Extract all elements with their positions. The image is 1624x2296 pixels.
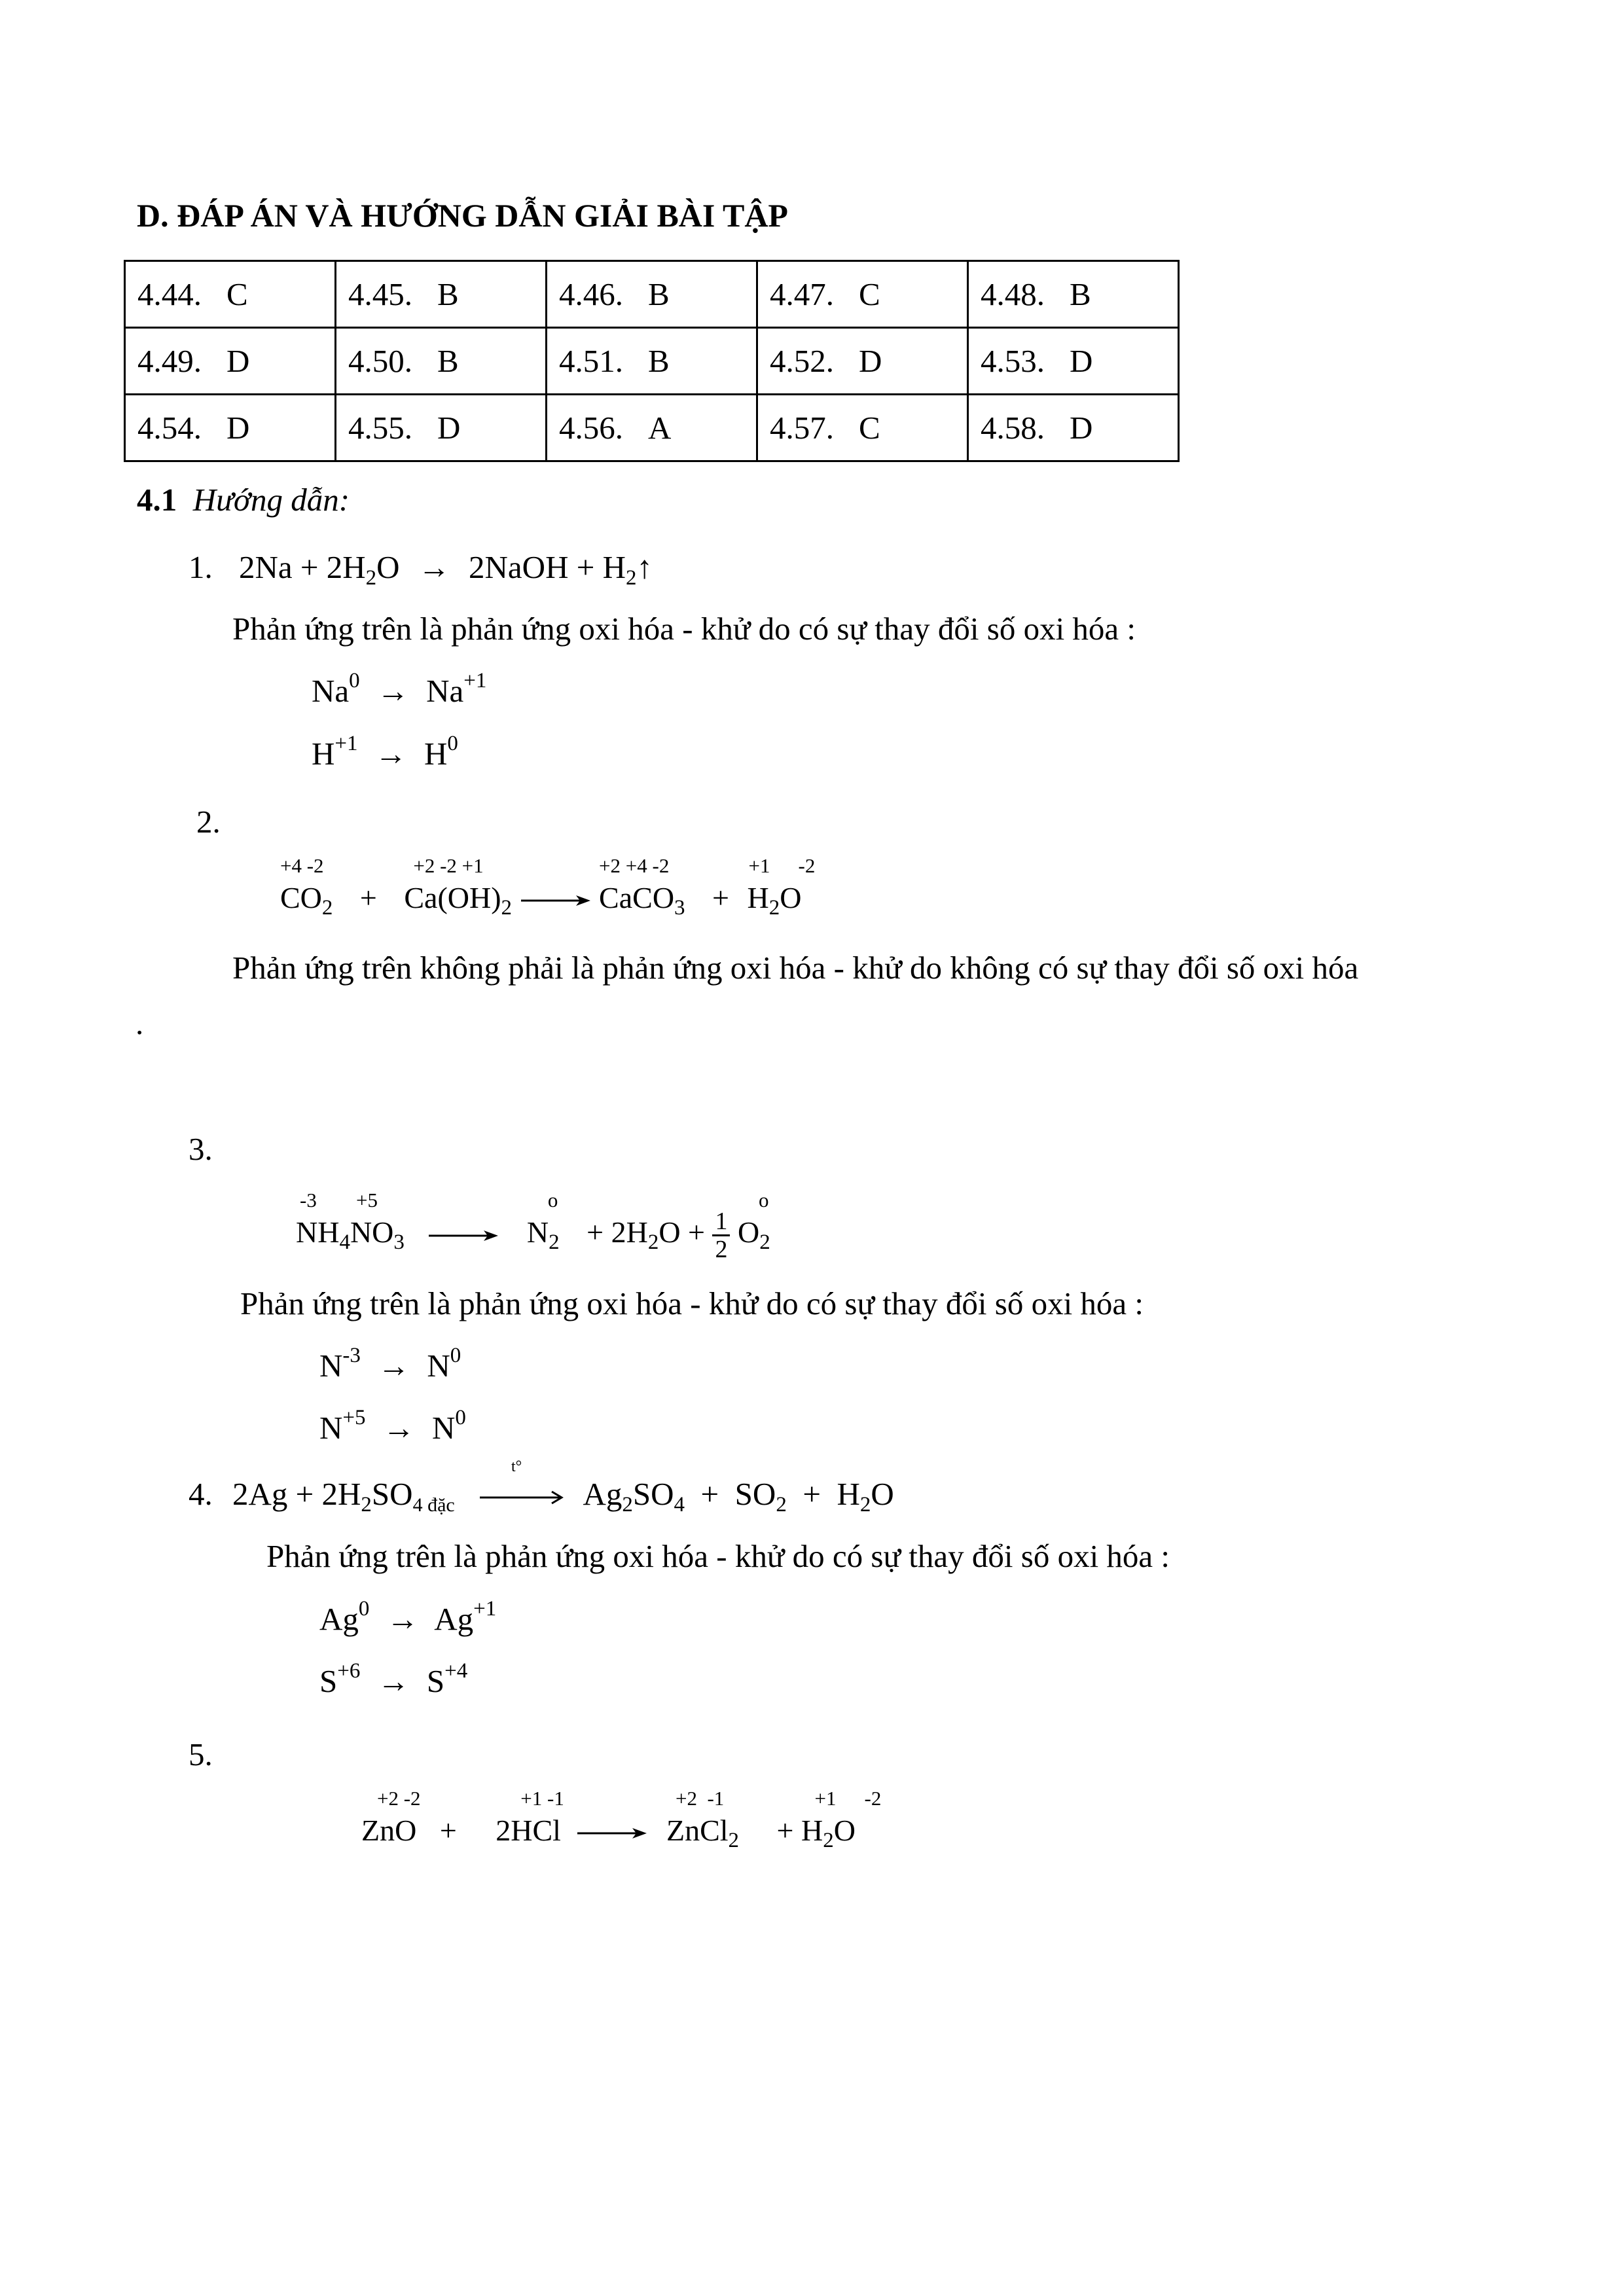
answer-cell	[125, 261, 336, 328]
eq-part: O	[871, 1476, 894, 1512]
formula: 2HCl	[496, 1814, 561, 1847]
answer-letter: D	[1070, 410, 1093, 446]
formula: CaCO	[599, 881, 675, 914]
item-3-text: Phản ứng trên là phản ứng oxi hóa - khử do có sự thay đổi số oxi hóa :	[240, 1285, 1144, 1321]
ox-state: +1	[473, 1597, 497, 1621]
ox-label: o	[547, 1189, 558, 1212]
eq-part: O +	[659, 1215, 705, 1249]
ox-state: +4	[444, 1659, 468, 1683]
answer-cell	[757, 395, 968, 461]
reactant-hcl	[496, 1787, 564, 1848]
reactant-zno	[361, 1787, 421, 1848]
eq-sub: 2	[859, 1493, 871, 1516]
ox-state: 0	[450, 1344, 461, 1367]
answer-letter: C	[859, 410, 880, 446]
item-2-dot: .	[135, 1005, 144, 1041]
condition-label: t°	[511, 1458, 522, 1475]
question-number: 4.53.	[981, 343, 1045, 379]
eq-part: O	[376, 549, 400, 585]
formula: NH	[296, 1215, 340, 1249]
eq-sub: 2	[823, 1829, 834, 1852]
eq-part: Ag	[583, 1476, 623, 1512]
ox-state: 0	[447, 732, 458, 755]
formula: O	[780, 881, 802, 914]
item-1-number: 1.	[189, 549, 213, 585]
product-o2	[737, 1189, 770, 1255]
eq-sub: 2	[321, 896, 333, 920]
formula: CO	[280, 881, 322, 914]
answer-cell	[336, 328, 547, 395]
eq-sub: 2	[647, 1230, 659, 1255]
answer-cell	[968, 328, 1179, 395]
species: N	[319, 1410, 343, 1446]
eq-part: + 2H	[586, 1215, 648, 1249]
ox-label: +1	[748, 854, 770, 877]
eq-sub: 4	[339, 1230, 350, 1255]
question-number: 4.51.	[559, 343, 623, 379]
species: Ag	[434, 1601, 474, 1637]
ox-label: -2	[798, 854, 816, 877]
formula: O	[833, 1814, 856, 1847]
answer-cell	[125, 328, 336, 395]
formula: ZnO	[361, 1814, 417, 1847]
item-4-text: Phản ứng trên là phản ứng oxi hóa - khử do có sự thay đổi số oxi hóa :	[266, 1538, 1170, 1574]
ox-label: +2 -2 +1	[413, 854, 484, 877]
eq-sub: 2	[768, 896, 780, 920]
question-number: 4.57.	[770, 410, 834, 446]
eq-sub: 2	[625, 566, 637, 590]
answer-cell	[336, 395, 547, 461]
eq-sub: 2	[501, 896, 513, 920]
eq-part: + H	[786, 1476, 860, 1512]
question-number: 4.54.	[137, 410, 202, 446]
species: S	[426, 1663, 445, 1699]
answer-letter: C	[859, 276, 880, 312]
answer-letter: B	[437, 343, 459, 379]
item-1-change-1	[312, 669, 487, 709]
question-number: 4.44.	[137, 276, 202, 312]
item-2-text: Phản ứng trên không phải là phản ứng oxi hóa - khử do không có sự thay đổi số oxi hóa	[232, 950, 1359, 986]
answer-row	[125, 395, 1179, 461]
eq-sub: 2	[365, 566, 377, 590]
ox-state: +1	[334, 732, 358, 755]
answer-letter: B	[648, 276, 670, 312]
question-number: 4.56.	[559, 410, 623, 446]
ox-label: -3	[300, 1189, 317, 1212]
answer-row	[125, 261, 1179, 328]
reactant-nh4no3	[296, 1189, 405, 1255]
ox-state: 0	[358, 1597, 370, 1621]
species: N	[427, 1348, 450, 1384]
ox-label: +1	[814, 1787, 837, 1810]
item-3-change-1	[319, 1344, 461, 1384]
ox-label: +2 -2	[377, 1787, 421, 1810]
ox-state: 0	[349, 669, 360, 692]
reaction-arrow-icon	[576, 1825, 648, 1841]
question-number: 4.52.	[770, 343, 834, 379]
arrow-icon: →	[382, 1410, 415, 1446]
species: Na	[312, 673, 350, 709]
plus-sign: +	[712, 881, 729, 914]
gas-arrow-icon: ↑	[636, 549, 653, 585]
ox-label: +2 +4 -2	[599, 854, 670, 877]
product-h2o	[776, 1787, 882, 1852]
ox-state: 0	[455, 1406, 466, 1429]
eq-part: 2Ag + 2H	[232, 1476, 361, 1512]
reaction-arrow-icon	[520, 893, 592, 908]
item-4-equation	[232, 1458, 894, 1516]
arrow-icon: →	[418, 549, 450, 585]
formula: + H	[776, 1814, 823, 1847]
species: Ag	[319, 1601, 359, 1637]
reaction-arrow-icon	[427, 1228, 499, 1244]
item-4-change-1	[319, 1597, 497, 1638]
species: N	[319, 1348, 343, 1384]
answer-row	[125, 328, 1179, 395]
arrow-icon: →	[374, 736, 407, 772]
eq-sub: 2	[622, 1493, 633, 1516]
eq-sub: 2	[759, 1230, 770, 1255]
ox-label: -2	[864, 1787, 882, 1810]
answer-cell	[757, 261, 968, 328]
eq-sub: 2	[549, 1230, 560, 1255]
item-4-change-2	[319, 1659, 468, 1700]
answer-cell	[968, 395, 1179, 461]
arrow-icon: →	[386, 1601, 419, 1637]
question-number: 4.58.	[981, 410, 1045, 446]
formula: ZnCl	[666, 1814, 729, 1847]
eq-part: SO	[371, 1476, 413, 1512]
ox-label: o	[758, 1189, 769, 1212]
question-number: 4.47.	[770, 276, 834, 312]
eq-part: + SO	[685, 1476, 776, 1512]
answer-letter: D	[226, 410, 250, 446]
answer-letter: D	[437, 410, 461, 446]
reactant-caoh2	[404, 854, 513, 920]
item-2-number: 2.	[196, 804, 221, 840]
eq-part: SO	[632, 1476, 674, 1512]
species: S	[319, 1663, 338, 1699]
item-5-equation	[361, 1787, 882, 1852]
formula: N	[526, 1215, 549, 1249]
answer-letter: A	[648, 410, 672, 446]
answer-cell	[547, 395, 757, 461]
ox-label: +1 -1	[520, 1787, 564, 1810]
section-label: Hướng dẫn:	[192, 482, 350, 518]
ox-state: +5	[342, 1406, 366, 1429]
formula: H	[747, 881, 769, 914]
formula: Ca(OH)	[404, 881, 501, 914]
arrow-icon: →	[377, 1663, 410, 1699]
product-h2o	[747, 854, 816, 920]
answer-cell	[336, 261, 547, 328]
eq-sub: 2	[361, 1493, 372, 1516]
arrow-icon: →	[376, 673, 409, 709]
eq-sub: 2	[776, 1493, 787, 1516]
answer-table	[124, 260, 1180, 462]
ox-state: +6	[337, 1659, 361, 1683]
eq-part: 2NaOH + H	[469, 549, 626, 585]
answer-letter: C	[226, 276, 248, 312]
answer-cell	[757, 328, 968, 395]
ox-label: +5	[356, 1189, 378, 1212]
answer-cell	[547, 328, 757, 395]
item-5-number: 5.	[189, 1736, 213, 1772]
item-1-change-2	[312, 732, 458, 772]
question-number: 4.46.	[559, 276, 623, 312]
answer-cell	[125, 395, 336, 461]
section-number: 4.1	[137, 482, 177, 518]
question-number: 4.48.	[981, 276, 1045, 312]
answer-letter: D	[859, 343, 882, 379]
item-1-equation	[239, 548, 653, 590]
formula: O	[737, 1215, 760, 1249]
reaction-arrow-icon	[478, 1490, 564, 1505]
product-zncl2	[666, 1787, 740, 1852]
eq-sub: 2	[728, 1829, 740, 1852]
answer-cell	[968, 261, 1179, 328]
question-number: 4.49.	[137, 343, 202, 379]
eq-sub: 4	[674, 1493, 685, 1516]
item-1-text: Phản ứng trên là phản ứng oxi hóa - khử do có sự thay đổi số oxi hóa :	[232, 611, 1136, 647]
answer-letter: B	[437, 276, 459, 312]
item-4-number: 4.	[189, 1476, 213, 1512]
species: H	[312, 736, 335, 772]
product-caco3	[599, 854, 685, 920]
eq-sub: 4 đặc	[412, 1494, 455, 1516]
question-number: 4.55.	[348, 410, 412, 446]
fraction-one-half: $\frac{1}{2}$	[712, 1208, 730, 1263]
ox-state: -3	[342, 1344, 361, 1367]
question-number: 4.50.	[348, 343, 412, 379]
product-n2	[526, 1189, 560, 1255]
arrow-icon: →	[378, 1348, 410, 1384]
plus-sign: +	[359, 881, 377, 914]
page-heading: D. ĐÁP ÁN VÀ HƯỚNG DẪN GIẢI BÀI TẬP	[137, 197, 788, 234]
answer-letter: B	[648, 343, 670, 379]
formula: NO	[350, 1215, 394, 1249]
item-3-equation	[296, 1189, 770, 1263]
item-3-change-2	[319, 1406, 466, 1446]
answer-letter: D	[1070, 343, 1093, 379]
ox-state: +1	[463, 669, 487, 692]
ox-label: +2 -1	[675, 1787, 725, 1810]
species: H	[424, 736, 448, 772]
item-2-equation	[280, 854, 816, 920]
ox-label: +4 -2	[280, 854, 324, 877]
section-heading	[137, 481, 350, 518]
answer-letter: B	[1070, 276, 1091, 312]
plus-sign: +	[439, 1814, 457, 1847]
heat-arrow	[478, 1458, 564, 1513]
eq-sub: 3	[393, 1230, 405, 1255]
item-3-number: 3.	[189, 1131, 213, 1167]
question-number: 4.45.	[348, 276, 412, 312]
answer-letter: D	[226, 343, 250, 379]
eq-part: 2Na + 2H	[239, 549, 366, 585]
species: Na	[426, 673, 464, 709]
answer-cell	[547, 261, 757, 328]
species: N	[432, 1410, 456, 1446]
reactant-co2	[280, 854, 333, 920]
eq-sub: 3	[674, 896, 685, 920]
